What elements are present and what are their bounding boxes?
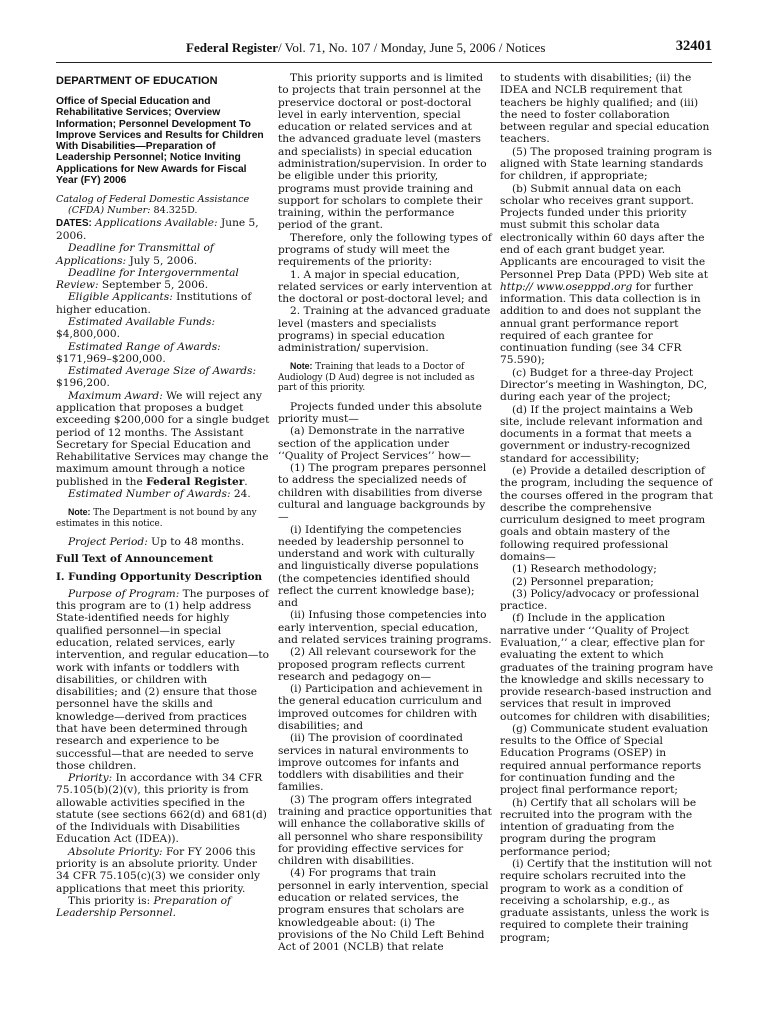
paragraph: (f) Include in the application narrative under ‘‘Quality of Project Evaluation,’’ a clear, effective plan for evaluating the extent to which graduates of the training program have the knowledge and skills necessary to provide research-based instruction and services that result in improved outcomes for children with disabilities; <box>500 612 714 723</box>
available-funds-label: Estimated Available Funds: <box>68 315 216 328</box>
paragraph: (b) Submit annual data on each scholar who receives grant support. Projects funded under this priority must submit this scholar data electronically within 60 days after the end of each grant budget year. Applicants are encouraged to visit the Personnel Prep Data (PPD) Web site at http:// www.osepppd.org for further information. This data collection is in addition to and does not supplant the annual grant performance report required of each grantee for continuation funding (see 34 CFR 75.590); <box>500 182 708 367</box>
range-value: $171,969–$200,000. <box>56 352 166 365</box>
paragraph: Therefore, only the following types of programs of study will meet the requirements of the priority: <box>278 231 492 269</box>
column-1 <box>56 72 270 919</box>
paragraph: (1) Research methodology; <box>512 563 657 576</box>
paragraph: 1. A major in special education, related services or early intervention at the doctoral or post-doctoral level; and <box>278 268 492 306</box>
range-label: Estimated Range of Awards: <box>68 340 221 353</box>
publication-name: Federal Register <box>186 40 279 55</box>
issue-details: / Vol. 71, No. 107 / Monday, June 5, 2006 / Notices <box>278 40 546 55</box>
this-priority: This priority is: Preparation of Leadership Personnel. <box>56 894 231 920</box>
absolute-priority: Absolute Priority: For FY 2006 this priority is an absolute priority. Under 34 CFR 75.105(c)(3) we consider only applications that meet this priority. <box>56 845 261 895</box>
eligible-applicants: Eligible Applicants: Institutions of higher education. <box>56 291 252 316</box>
paragraph: This priority supports and is limited to projects that train personnel at the preservice doctoral or post-doctoral level in early intervention, special education or related services and at the advanced graduate level (masters and specialists) in special education administration/supervision. In order to be eligible under this priority, programs must provide training and support for scholars to complete their training, within the performance period of the grant. <box>278 72 487 232</box>
full-text-heading: Full Text of Announcement <box>56 553 214 566</box>
deadline-intergovernmental: Deadline for Intergovernmental Review: September 5, 2006. <box>56 266 239 292</box>
paragraph: (4) For programs that train personnel in early intervention, special education or related services, the program ensures that scholars are knowledgeable about: (i) The provisions of the No Child Left Behind Act of 2001 (NCLB) that relate <box>278 867 489 954</box>
paragraph: (1) The program prepares personnel to address the specialized needs of children with disabilities from diverse cultural and language backgrounds by— <box>278 462 487 524</box>
paragraph: (i) Identifying the competencies needed by leadership personnel to understand and work with culturally and linguistically diverse populations (the competencies identified should reflect the current knowledge base); and <box>278 523 479 610</box>
agency-heading: DEPARTMENT OF EDUCATION <box>56 75 218 87</box>
project-period: Project Period: Up to 48 months. <box>68 536 245 548</box>
paragraph: (3) Policy/advocacy or professional practice. <box>500 587 700 613</box>
estimates-note: Note: The Department is not bound by any estimates in this notice. <box>56 507 257 529</box>
catalog-line-2: (CFDA) Number: 84.325D. <box>68 205 198 217</box>
priority-paragraph: Priority: In accordance with 34 CFR 75.105(b)(2)(v), this priority is from allowable activities specified in the statute (see sections 662(d) and 681(d) of the Individuals with Disabilities Education Act (IDEA)). <box>56 772 267 846</box>
audiology-note: Note: Training that leads to a Doctor of Audiology (D Aud) degree is not included as part of this priority. <box>278 361 475 394</box>
paragraph: (h) Certify that all scholars will be recruited into the program with the intention of graduating from the program during the program performance period; <box>500 796 697 858</box>
paragraph: (d) If the project maintains a Web site, include relevant information and documents in a format that meets a government or industry-recognized standard for accessibility; <box>500 403 703 465</box>
column-3 <box>500 72 714 944</box>
section-i-heading: I. Funding Opportunity Description <box>56 570 263 583</box>
paragraph: (a) Demonstrate in the narrative section of the application under ‘‘Quality of Project Services’’ how— <box>278 425 471 462</box>
deadline-transmittal: Deadline for Transmittal of Applications: July 5, 2006. <box>56 242 214 267</box>
page-header <box>56 38 712 58</box>
paragraph: (2) Personnel preparation; <box>512 575 654 588</box>
paragraph: (5) The proposed training program is aligned with State learning standards for children, if appropriate; <box>500 145 712 183</box>
header-rule <box>56 62 712 63</box>
paragraph: (ii) The provision of coordinated services in natural environments to improve outcomes for infants and toddlers with disabilities and their families. <box>278 732 469 794</box>
paragraph: (c) Budget for a three-day Project Director’s meeting in Washington, DC, during each year of the project; <box>500 366 708 404</box>
dates-line: DATES: Applications Available: June 5, 2006. <box>56 216 259 242</box>
maximum-award: Maximum Award: We will reject any application that proposes a budget exceeding $200,000 for a single budget period of 12 months. The Assistant Secretary for Special Education and Rehabilitative Services may change the maximum amount through a notice published in the Federal Register. <box>56 389 270 488</box>
avg-size-label: Estimated Average Size of Awards: <box>68 365 257 378</box>
page-number: 32401 <box>675 38 712 54</box>
ppd-website-link[interactable]: http:// www.osepppd.org <box>500 280 633 293</box>
paragraph: to students with disabilities; (ii) the IDEA and NCLB requirement that teachers be highly qualified; and (iii) the need to foster collaboration between regular and special education teachers. <box>500 72 710 146</box>
paragraph: 2. Training at the advanced graduate level (masters and specialists programs) in special education administration/ supervision. <box>278 305 491 355</box>
paragraph: Projects funded under this absolute priority must— <box>278 400 482 425</box>
avg-size-value: $196,200. <box>56 377 110 390</box>
paragraph: (i) Certify that the institution will not require scholars recruited into the program to work as a condition of receiving a scholarship, e.g., as graduate assistants, unless the work is required to complete their training program; <box>500 858 712 944</box>
header-citation <box>186 40 545 56</box>
paragraph: (g) Communicate student evaluation results to the Office of Special Education Programs (OSEP) in required annual performance reports for continuation funding and the project final performance report; <box>500 722 709 797</box>
paragraph: (ii) Infusing those competencies into early intervention, special education, and related services training programs. <box>278 609 492 647</box>
catalog-line-1: Catalog of Federal Domestic Assistance <box>56 193 250 205</box>
paragraph: (3) The program offers integrated training and practice opportunities that will enhance the collaborative skills of all personnel who share responsibility for providing effective services for children with disabilities. <box>278 793 492 868</box>
paragraph: (i) Participation and achievement in the general education curriculum and improved outcomes for children with disabilities; and <box>278 683 483 732</box>
purpose-of-program: Purpose of Program: The purposes of this program are to (1) help address State-identified needs for highly qualified personnel—in special education, related services, early intervention, and regular education—to work with infants or toddlers with disabilities, or children with disabilities; and (2) ensure that those personnel have the skills and knowledge—derived from practices that have been determined through research and experience to be successful—that are needed to serve those children. <box>56 587 270 772</box>
column-2 <box>278 72 492 953</box>
paragraph: (e) Provide a detailed description of the program, including the sequence of the courses offered in the program that describe the comprehensive curriculum designed to meet program goals and obtain mastery of the following required professional domains— <box>500 465 713 563</box>
available-funds-value: $4,800,000. <box>56 328 121 341</box>
number-of-awards: Estimated Number of Awards: 24. <box>68 487 251 500</box>
notice-title: Office of Special Education and Rehabilitative Services; Overview Information; Personnel Development To Improve Services and Results for Children With Disabilities—Preparation of Leadership Personnel; Notice Inviting Applications for New Awards for Fiscal Year (FY) 2006 <box>56 96 264 186</box>
paragraph: (2) All relevant coursework for the proposed program reflects current research and pedagogy on— <box>278 646 477 683</box>
